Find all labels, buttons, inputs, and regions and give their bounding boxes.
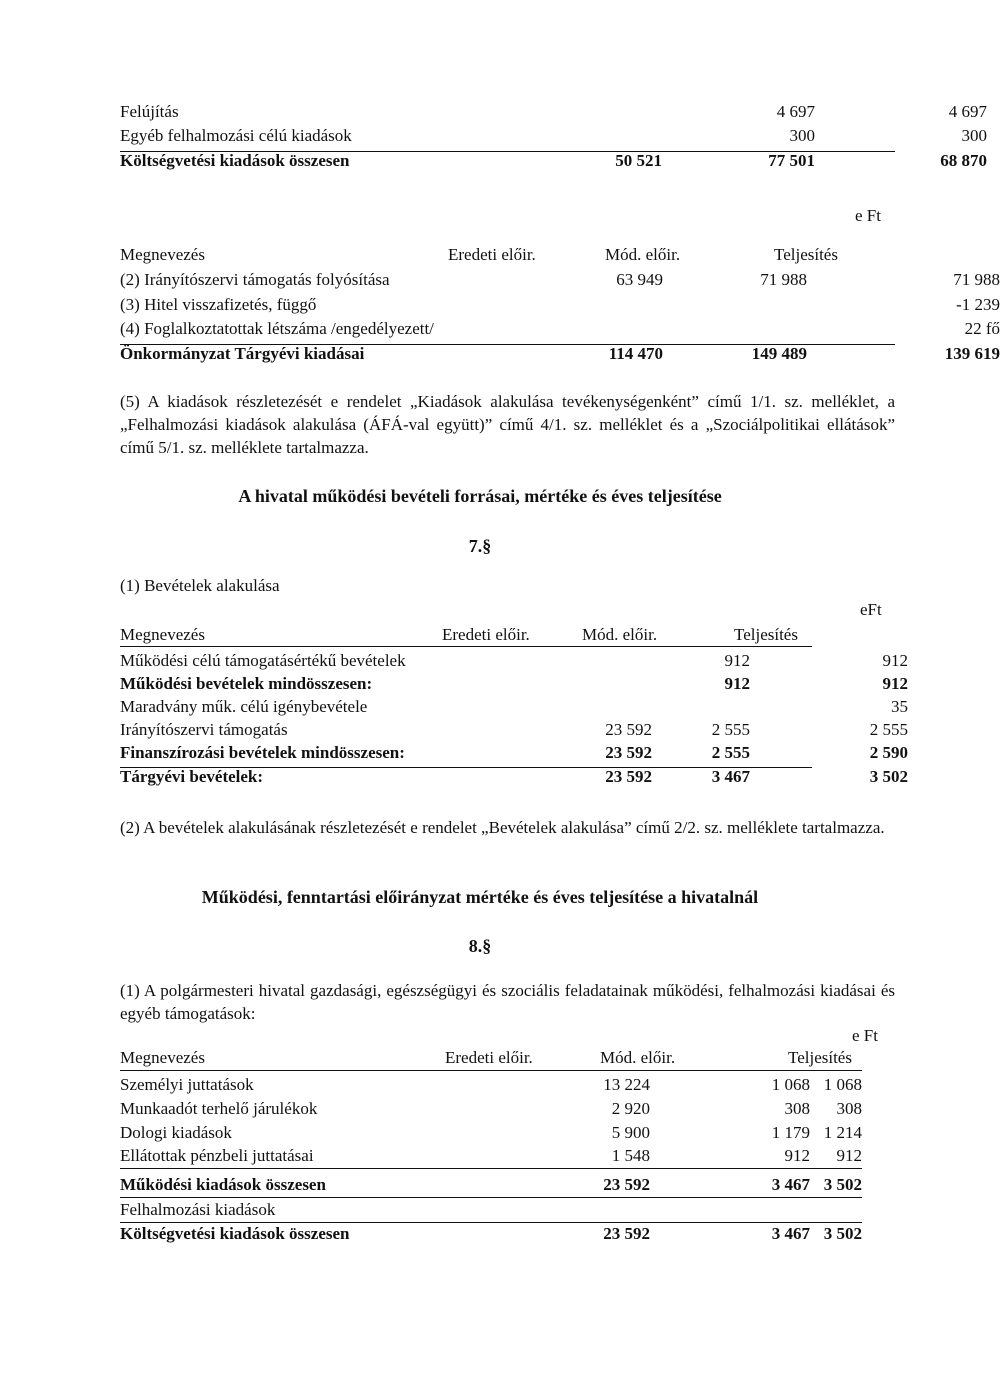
- unit-label: eFt: [860, 600, 882, 619]
- paragraph-5: (5) A kiadások részletezését e rendelet „Kiadások alakulása tevékenységenként” című 1/1. sz. melléklet, a „Felhalmozási kiadások alakulása (ÁFÁ-val együtt)” című 4/1. sz. melléklet és a „Szociálpolitikai ellátások” című 5/1. sz. melléklete tartalmazza.: [120, 392, 895, 457]
- cell-original: 1 548: [611, 1146, 650, 1165]
- cell-modified: 2 555: [711, 743, 750, 762]
- table-row: [120, 319, 1000, 342]
- cell-actual: 22 fő: [964, 319, 1000, 338]
- cell-actual: 912: [882, 651, 908, 670]
- table-row: [120, 651, 908, 674]
- table-row: [120, 1147, 862, 1169]
- row-label: Irányítószervi támogatás: [120, 720, 288, 739]
- cell-actual: 139 619: [944, 344, 1000, 363]
- table-row-total: [120, 767, 908, 792]
- header-original: Eredeti előir.: [448, 245, 536, 264]
- row-label: Finanszírozási bevételek mindösszesen:: [120, 743, 405, 762]
- table-row-total: [120, 344, 1000, 370]
- header-actual: Teljesítés: [774, 245, 838, 264]
- cell-modified: 912: [724, 674, 750, 693]
- header-original: Eredeti előir.: [442, 625, 530, 644]
- unit-label: e Ft: [852, 1026, 878, 1045]
- table-header: [120, 246, 895, 268]
- table-row-subtotal: [120, 674, 908, 697]
- table-header: [120, 626, 812, 647]
- cell-actual: 2 590: [869, 743, 908, 762]
- cell-original: 63 949: [616, 270, 663, 289]
- row-label: Felhalmozási kiadások: [120, 1200, 276, 1219]
- row-label: Működési kiadások összesen: [120, 1175, 326, 1194]
- cell-modified: 308: [784, 1099, 810, 1118]
- table-header: [120, 1049, 862, 1071]
- header-original: Eredeti előir.: [445, 1048, 533, 1067]
- section-title: Működési, fenntartási előirányzat mértéke és éves teljesítése a hivatalnál: [201, 887, 759, 907]
- table-row-total: [120, 1225, 895, 1247]
- row-label: (3) Hitel visszafizetés, függő: [120, 295, 317, 314]
- cell-actual: 35: [891, 697, 908, 716]
- table-row-total: [120, 151, 987, 177]
- subsection-label: (1) Bevételek alakulása: [120, 576, 280, 595]
- header-modified: Mód. előir.: [582, 625, 658, 644]
- table-row: [120, 126, 987, 149]
- header-modified: Mód. előir.: [605, 245, 681, 264]
- table-row: [120, 1201, 862, 1223]
- cell-actual: 1 214: [823, 1123, 862, 1142]
- cell-original: 23 592: [603, 1224, 650, 1243]
- row-label: Dologi kiadások: [120, 1123, 232, 1142]
- row-label: Működési bevételek mindösszesen:: [120, 674, 373, 693]
- row-label: Felújítás: [120, 102, 179, 121]
- cell-actual: 68 870: [940, 151, 987, 170]
- paragraph-8-1: (1) A polgármesteri hivatal gazdasági, egészségügyi és szociális feladatainak működési, felhalmozási kiadásai és egyéb támogatások:: [120, 981, 895, 1023]
- row-label: Önkormányzat Tárgyévi kiadásai: [120, 344, 365, 363]
- cell-actual: 3 502: [823, 1175, 862, 1194]
- cell-original: 2 920: [611, 1099, 650, 1118]
- row-label: (4) Foglalkoztatottak létszáma /engedélyezett/: [120, 319, 434, 338]
- row-label: Személyi juttatások: [120, 1075, 254, 1094]
- cell-modified: 2 555: [711, 720, 750, 739]
- cell-modified: 77 501: [768, 151, 815, 170]
- table-row: [120, 1100, 895, 1122]
- cell-modified: 149 489: [751, 344, 807, 363]
- cell-original: 13 224: [603, 1075, 650, 1094]
- header-actual: Teljesítés: [788, 1048, 852, 1067]
- section-title: A hivatal működési bevételi forrásai, mértéke és éves teljesítése: [238, 486, 722, 506]
- row-label: Működési célú támogatásértékű bevételek: [120, 651, 406, 670]
- table-row: [120, 1124, 895, 1146]
- cell-actual: 3 502: [823, 1224, 862, 1243]
- cell-modified: 1 179: [771, 1123, 810, 1142]
- cell-original: 23 592: [605, 720, 652, 739]
- cell-original: 5 900: [611, 1123, 650, 1142]
- cell-actual: 2 555: [869, 720, 908, 739]
- row-label: Egyéb felhalmozási célú kiadások: [120, 126, 352, 145]
- cell-modified: 912: [784, 1146, 810, 1165]
- row-label: Költségvetési kiadások összesen: [120, 1224, 350, 1243]
- cell-original: 23 592: [605, 743, 652, 762]
- header-actual: Teljesítés: [734, 625, 798, 644]
- header-name: Megnevezés: [120, 245, 205, 264]
- cell-actual: 71 988: [953, 270, 1000, 289]
- cell-actual: -1 239: [956, 295, 1000, 314]
- header-name: Megnevezés: [120, 1048, 205, 1067]
- cell-original: 23 592: [605, 767, 652, 786]
- cell-actual: 912: [882, 674, 908, 693]
- header-name: Megnevezés: [120, 625, 205, 644]
- cell-modified: 300: [789, 126, 815, 145]
- header-modified: Mód. előir.: [600, 1048, 676, 1067]
- table-row: [120, 720, 908, 743]
- table-row: [120, 697, 908, 720]
- row-label: Maradvány műk. célú igénybevétele: [120, 697, 368, 716]
- cell-modified: 1 068: [771, 1075, 810, 1094]
- cell-actual: 308: [836, 1099, 862, 1118]
- cell-actual: 912: [836, 1146, 862, 1165]
- table-row: [120, 1076, 895, 1098]
- table-row-subtotal: [120, 743, 908, 766]
- unit-label: e Ft: [855, 206, 881, 225]
- row-label: Ellátottak pénzbeli juttatásai: [120, 1146, 314, 1165]
- cell-original: 23 592: [603, 1175, 650, 1194]
- cell-modified: 3 467: [771, 1224, 810, 1243]
- cell-modified: 3 467: [771, 1175, 810, 1194]
- table-row-subtotal: [120, 1176, 862, 1198]
- row-label: Költségvetési kiadások összesen: [120, 151, 350, 170]
- cell-modified: 71 988: [760, 270, 807, 289]
- section-number: 7.§: [468, 536, 492, 556]
- section-number: 8.§: [468, 936, 492, 956]
- table-row: [120, 295, 1000, 318]
- table-row: [120, 270, 1000, 293]
- cell-actual: 1 068: [823, 1075, 862, 1094]
- table-row: [120, 102, 987, 125]
- cell-actual: 3 502: [869, 767, 908, 786]
- cell-original: 114 470: [608, 344, 663, 363]
- cell-modified: 912: [724, 651, 750, 670]
- cell-original: 50 521: [615, 151, 662, 170]
- paragraph-7-2: (2) A bevételek alakulásának részletezését e rendelet „Bevételek alakulása” című 2/2. sz. melléklete tartalmazza.: [120, 818, 885, 837]
- row-label: Munkaadót terhelő járulékok: [120, 1099, 318, 1118]
- row-label: (2) Irányítószervi támogatás folyósítása: [120, 270, 390, 289]
- cell-modified: 4 697: [776, 102, 815, 121]
- cell-modified: 3 467: [711, 767, 750, 786]
- cell-actual: 300: [961, 126, 987, 145]
- cell-actual: 4 697: [948, 102, 987, 121]
- row-label: Tárgyévi bevételek:: [120, 767, 264, 786]
